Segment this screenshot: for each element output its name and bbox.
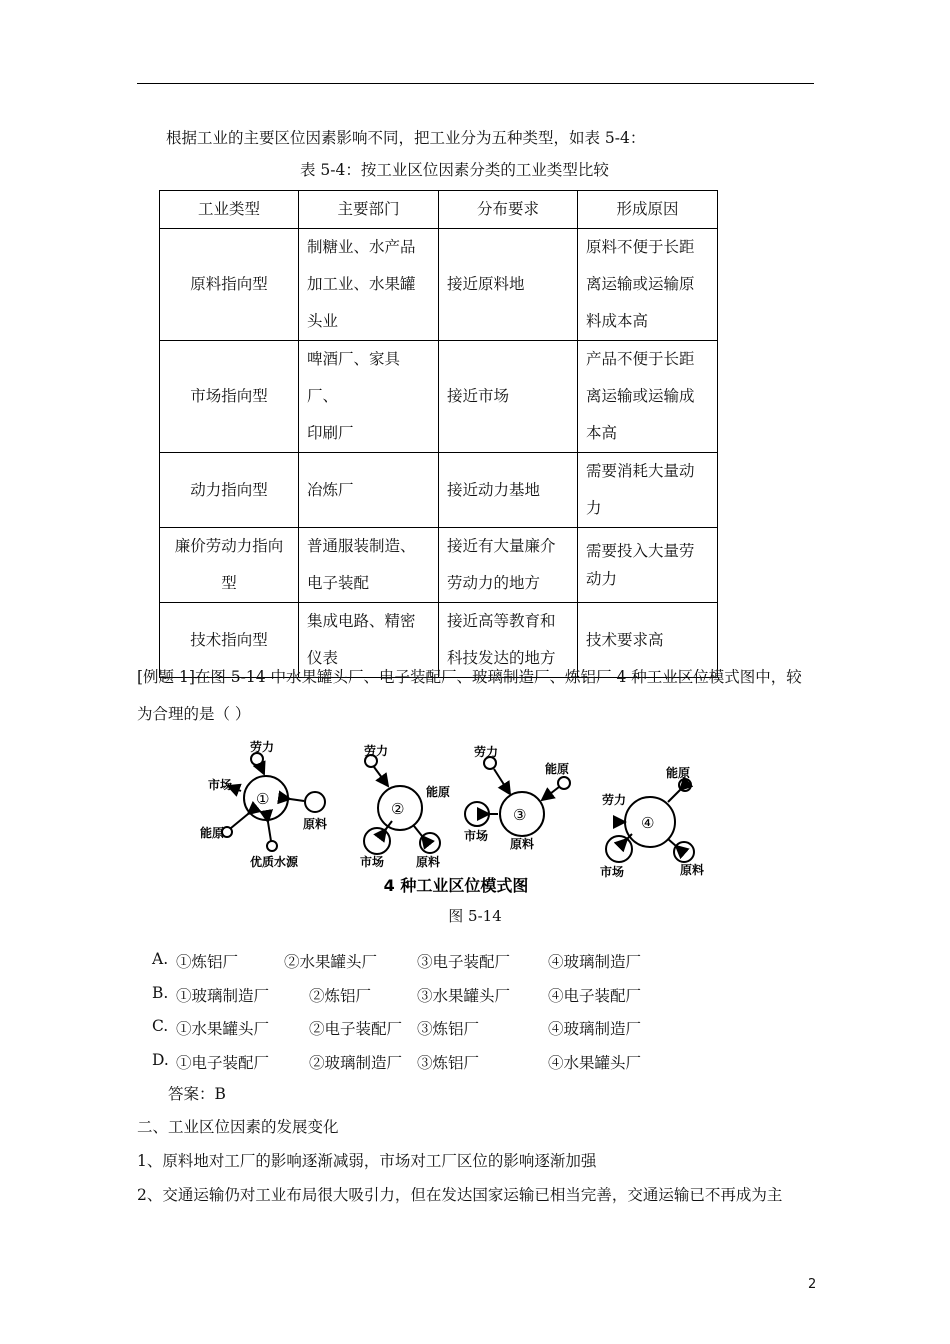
plant-4-number: ④: [641, 814, 655, 832]
type-cell: 原料指向型: [160, 229, 299, 341]
option-b-item: ④电子装配厂: [548, 987, 642, 1005]
label-energy-4: 能原: [666, 766, 691, 780]
option-d-item: ①电子装配厂: [176, 1054, 270, 1072]
dept-cell: 集成电路、精密 仪表: [299, 603, 439, 678]
option-a-letter: A.: [152, 950, 169, 968]
req-cell: 接近有大量廉介 劳动力的地方: [439, 528, 578, 603]
location-model-figure: [194, 736, 718, 896]
label-market-2: 市场: [360, 855, 385, 869]
type-cell: 动力指向型: [160, 453, 299, 528]
table-row: [160, 453, 718, 528]
option-c-letter: C.: [152, 1017, 169, 1035]
option-c-item: ④玻璃制造厂: [548, 1020, 642, 1038]
location-model-diagram: [194, 736, 718, 896]
option-c-item: ②电子装配厂: [309, 1020, 403, 1038]
intro-paragraph: 根据工业的主要区位因素影响不同，把工业分为五种类型，如表 5-4：: [166, 129, 646, 147]
option-a-item: ②水果罐头厂: [284, 953, 378, 971]
label-water-1: 优质水源: [250, 855, 299, 869]
table-caption: 表 5-4：按工业区位因素分类的工业类型比较: [300, 161, 609, 179]
label-labor-2: 劳力: [364, 744, 389, 758]
label-labor-4: 劳力: [602, 793, 627, 807]
table-row: [160, 341, 718, 453]
label-energy-2: 能原: [426, 785, 451, 799]
option-c-item: ①水果罐头厂: [176, 1020, 270, 1038]
label-raw-2: 原料: [416, 855, 441, 869]
option-b-item: ③水果罐头厂: [417, 987, 511, 1005]
option-d-item: ②玻璃制造厂: [309, 1054, 403, 1072]
option-a-item: ③电子装配厂: [417, 953, 511, 971]
label-market-1: 市场: [208, 778, 233, 792]
section-heading: 二、工业区位因素的发展变化: [137, 1118, 339, 1136]
type-cell: 廉价劳动力指向型: [160, 528, 299, 603]
label-raw-4: 原料: [680, 863, 705, 877]
req-cell: 接近高等教育和 科技发达的地方: [439, 603, 578, 678]
point-1: 1、原料地对工厂的影响逐渐减弱，市场对工厂区位的影响逐渐加强: [137, 1152, 597, 1170]
label-market-4: 市场: [600, 865, 625, 879]
option-a-item: ①炼铝厂: [176, 953, 239, 971]
header-cell: 分布要求: [439, 191, 578, 229]
label-raw-3: 原料: [510, 837, 535, 851]
option-d-item: ④水果罐头厂: [548, 1054, 642, 1072]
reason-cell: 需要投入大量劳 动力: [578, 528, 718, 603]
label-labor-3: 劳力: [474, 745, 499, 759]
option-c-item: ③炼铝厂: [417, 1020, 480, 1038]
req-cell: 接近原料地: [439, 229, 578, 341]
reason-cell: 产品不便于长距 离运输或运输成 本高: [578, 341, 718, 453]
header-rule: [137, 83, 814, 84]
reason-cell: 原料不便于长距 离运输或运输原 料成本高: [578, 229, 718, 341]
type-cell: 技术指向型: [160, 603, 299, 678]
table-header-row: [160, 191, 718, 229]
reason-cell: 技术要求高: [578, 603, 718, 678]
table-row: [160, 528, 718, 603]
option-a-item: ④玻璃制造厂: [548, 953, 642, 971]
label-labor-1: 劳力: [250, 740, 275, 754]
label-market-3: 市场: [464, 829, 489, 843]
option-b-item: ②炼铝厂: [309, 987, 372, 1005]
plant-3-number: ③: [513, 806, 527, 824]
label-energy-1: 能原: [200, 826, 225, 840]
option-d-item: ③炼铝厂: [417, 1054, 480, 1072]
option-b-item: ①玻璃制造厂: [176, 987, 270, 1005]
label-energy-3: 能原: [545, 762, 570, 776]
option-b-letter: B.: [152, 984, 169, 1002]
table-row: [160, 229, 718, 341]
reason-cell: 需要消耗大量动 力: [578, 453, 718, 528]
dept-cell: 制糖业、水产品 加工业、水果罐 头业: [299, 229, 439, 341]
question-line-2: 为合理的是（ ）: [137, 705, 251, 723]
label-raw-1: 原料: [303, 817, 328, 831]
point-2: 2、交通运输仍对工业布局很大吸引力，但在发达国家运输已相当完善，交通运输已不再成为主: [137, 1186, 783, 1204]
dept-cell: 普通服装制造、 电子装配: [299, 528, 439, 603]
figure-title: 4 种工业区位模式图: [383, 876, 529, 895]
dept-cell: 冶炼厂: [299, 453, 439, 528]
req-cell: 接近动力基地: [439, 453, 578, 528]
page-number: 2: [808, 1277, 817, 1292]
plant-2-number: ②: [391, 800, 405, 818]
option-d-letter: D.: [152, 1051, 169, 1069]
figure-caption: 图 5-14: [448, 907, 502, 925]
header-cell: 工业类型: [160, 191, 299, 229]
plant-1-number: ①: [256, 790, 270, 808]
industry-type-table: [159, 190, 718, 678]
answer-line: 答案：B: [168, 1085, 226, 1103]
question-line-1: [例题 1]在图 5-14 中水果罐头厂、电子装配厂、玻璃制造厂、炼铝厂 4 种工业区位模式图中，较: [137, 668, 802, 686]
header-cell: 形成原因: [578, 191, 718, 229]
header-cell: 主要部门: [299, 191, 439, 229]
req-cell: 接近市场: [439, 341, 578, 453]
type-cell: 市场指向型: [160, 341, 299, 453]
dept-cell: 啤酒厂、家具厂、 印刷厂: [299, 341, 439, 453]
